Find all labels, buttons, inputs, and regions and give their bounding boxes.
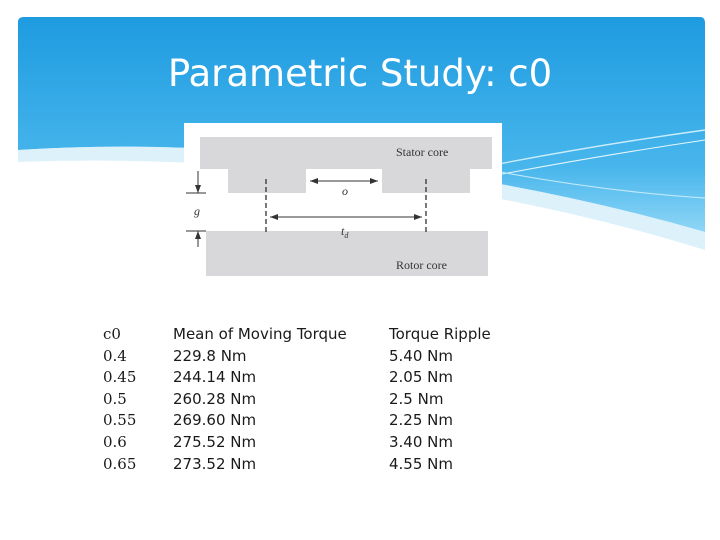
c0-value: 0.55 [103,411,137,430]
mean-torque-column [173,324,347,475]
torque-ripple-value: 3.40 Nm [389,432,453,451]
rotor-label: Rotor core [396,258,447,272]
c0-value: 0.6 [103,432,127,451]
gap-label: g [194,204,200,218]
mean-torque-value: 260.28 Nm [173,389,257,408]
torque-ripple-value: 2.05 Nm [389,368,453,387]
mean-torque-value: 275.52 Nm [173,432,257,451]
c0-column [103,324,136,475]
c0-value: 0.45 [103,368,137,387]
mean-torque-value: 244.14 Nm [173,368,257,387]
stator-rotor-diagram [184,123,502,278]
torque-ripple-value: 2.5 Nm [389,389,444,408]
mean-torque-header: Mean of Moving Torque [173,325,347,343]
mean-torque-value: 229.8 Nm [173,346,247,365]
mean-torque-value: 269.60 Nm [173,411,257,430]
torque-ripple-column [389,324,491,475]
torque-ripple-value: 4.55 Nm [389,454,453,473]
opening-label: o [342,184,348,198]
mean-torque-value: 273.52 Nm [173,454,257,473]
torque-ripple-value: 2.25 Nm [389,411,453,430]
c0-value: 0.4 [103,346,127,365]
slide-title: Parametric Study: c0 [167,52,553,95]
torque-ripple-value: 5.40 Nm [389,346,453,365]
pitch-label: $t_d$ [341,224,349,240]
c0-header: c0 [103,325,121,343]
c0-value: 0.5 [103,389,127,408]
c0-value: 0.65 [103,454,137,473]
torque-ripple-header: Torque Ripple [389,325,491,343]
stator-label: Stator core [396,145,449,159]
